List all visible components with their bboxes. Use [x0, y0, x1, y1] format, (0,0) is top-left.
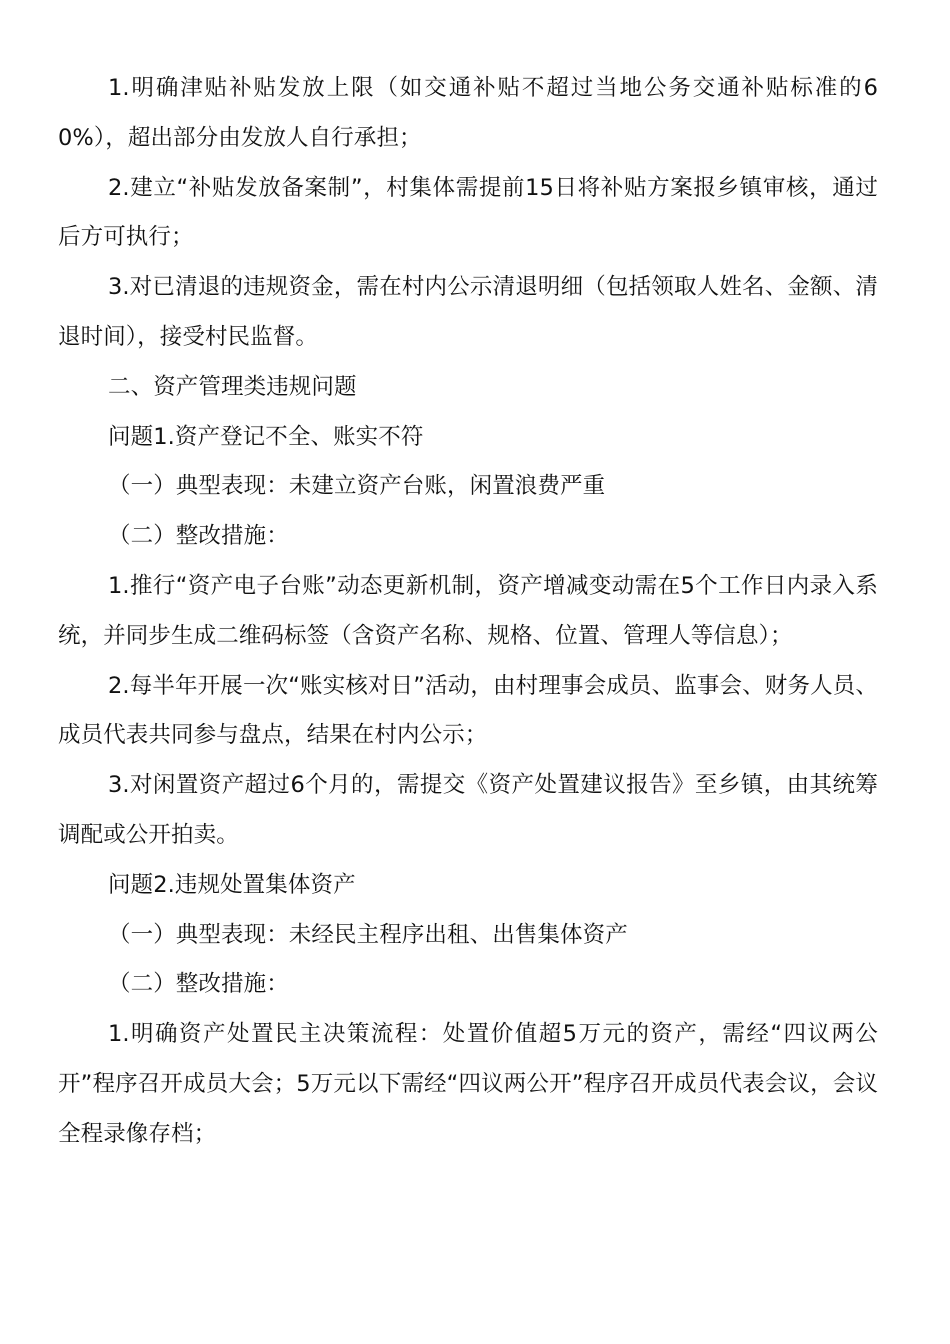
paragraph-allowance-filing: 2.建立“补贴发放备案制”，村集体需提前15日将补贴方案报乡镇审核，通过后方可执行；	[58, 174, 878, 251]
paragraph-allowance-cap: 1.明确津贴补贴发放上限（如交通补贴不超过当地公务交通补贴标准的60%），超出部分由发放人自行承担；	[58, 75, 878, 151]
paragraph-inventory-check: 2.每半年开展一次“账实核对日”活动，由村理事会成员、监事会、财务人员、成员代表共同参与盘点，结果在村内公示；	[58, 672, 878, 749]
problem-heading-2: 问题2.违规处置集体资产	[108, 871, 356, 898]
typical-symptom-1: （一）典型表现：未建立资产台账，闲置浪费严重	[108, 473, 606, 500]
problem-heading-1: 问题1.资产登记不全、账实不符	[108, 423, 424, 450]
rectification-label-2: （二）整改措施：	[108, 971, 289, 998]
typical-symptom-2: （一）典型表现：未经民主程序出租、出售集体资产	[108, 921, 628, 948]
paragraph-refund-disclosure: 3.对已清退的违规资金，需在村内公示清退明细（包括领取人姓名、金额、清退时间），接受村民监督。	[58, 274, 878, 350]
document-body	[58, 64, 878, 1160]
paragraph-electronic-ledger: 1.推行“资产电子台账”动态更新机制，资产增减变动需在5个工作日内录入系统，并同步生成二维码标签（含资产名称、规格、位置、管理人等信息）；	[58, 572, 878, 649]
paragraph-idle-assets: 3.对闲置资产超过6个月的，需提交《资产处置建议报告》至乡镇，由其统筹调配或公开拍卖。	[58, 772, 878, 848]
rectification-label-1: （二）整改措施：	[108, 523, 289, 550]
section-heading-asset-management: 二、资产管理类违规问题	[108, 373, 357, 400]
paragraph-disposal-process: 1.明确资产处置民主决策流程：处置价值超5万元的资产，需经“四议两公开”程序召开成员大会；5万元以下需经“四议两公开”程序召开成员代表会议，会议全程录像存档；	[58, 1021, 878, 1147]
